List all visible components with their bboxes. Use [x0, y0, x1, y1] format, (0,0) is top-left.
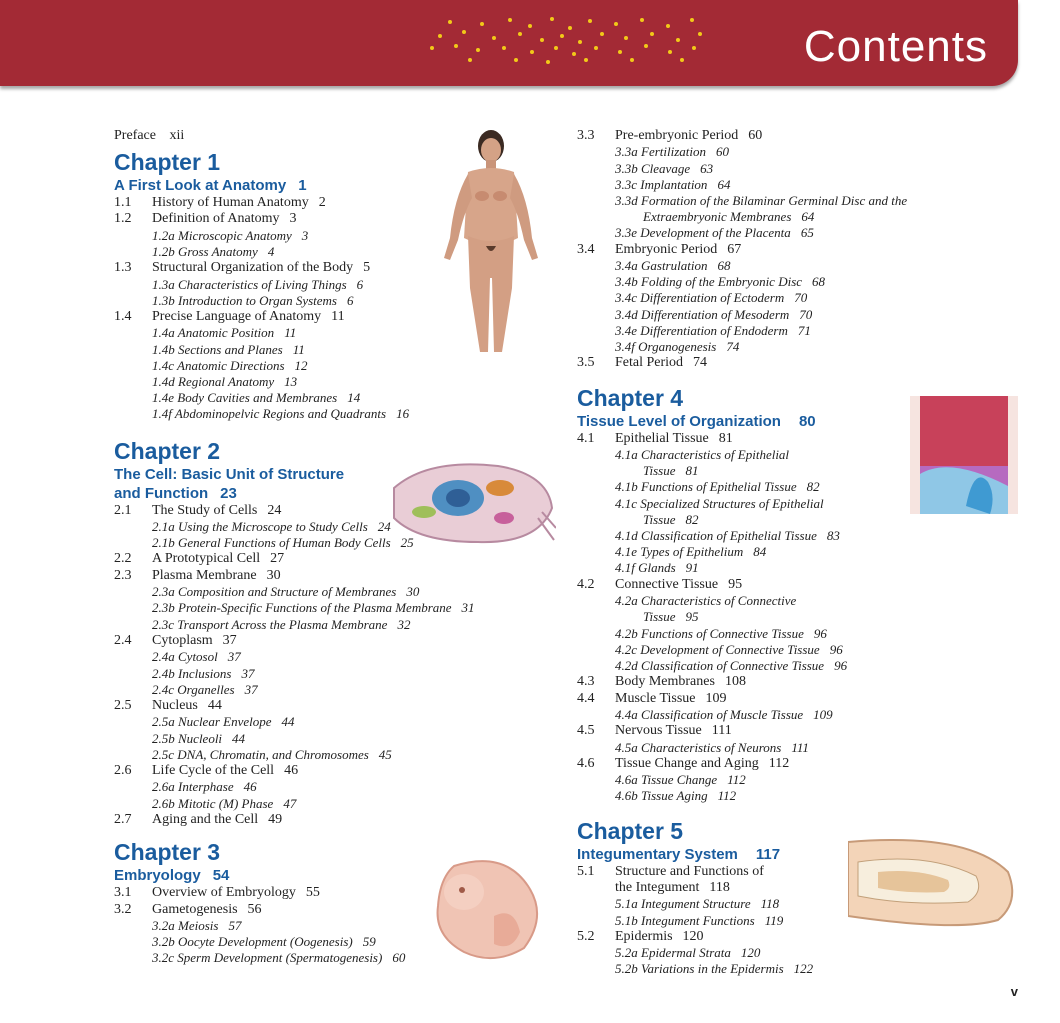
- section-title: History of Human Anatomy: [152, 195, 309, 210]
- toc-subsection-entry[interactable]: [577, 945, 1027, 961]
- section-page: 60: [748, 128, 763, 143]
- section-title: Embryonic Period: [615, 241, 718, 257]
- section-page: 27: [270, 551, 285, 567]
- section-title: Connective Tissue: [615, 576, 719, 592]
- subsection-page: 65: [800, 225, 814, 241]
- subsection-page: 95: [685, 609, 699, 625]
- page-title: Contents: [803, 22, 988, 71]
- section-title: Life Cycle of the Cell: [152, 762, 275, 778]
- section-title: Overview of Embryology: [152, 885, 296, 901]
- section-title: Structure and Functions of: [615, 863, 764, 879]
- subsection-page: 64: [801, 209, 815, 225]
- cell-illustration: [388, 458, 556, 546]
- toc-subsection-entry[interactable]: [577, 772, 1027, 788]
- human-figure-illustration: [432, 128, 550, 356]
- subsection-page: 24: [377, 519, 391, 535]
- subsection-title: 1.4a Anatomic Position: [152, 325, 275, 341]
- subsection-title: 4.4a Classification of Muscle Tissue: [615, 706, 804, 722]
- section-title: Muscle Tissue: [615, 690, 696, 706]
- section-title: Gametogenesis: [152, 901, 238, 917]
- section-page: 55: [305, 885, 320, 901]
- toc-subsection-entry[interactable]: [577, 560, 1027, 576]
- section-number: 1.1: [114, 195, 132, 210]
- section-title: Aging and the Cell: [152, 811, 259, 827]
- section-title: Precise Language of Anatomy: [152, 309, 322, 325]
- subsection-title: 2.4a Cytosol: [152, 649, 218, 665]
- subsection-title: 1.2a Microscopic Anatomy: [152, 227, 292, 243]
- subsection-title: 3.3e Development of the Placenta: [615, 225, 791, 241]
- section-page: 120: [682, 928, 704, 944]
- toc-subsection-entry[interactable]: [114, 584, 554, 600]
- toc-subsection-entry[interactable]: [577, 593, 1027, 609]
- subsection-page: 112: [727, 772, 746, 788]
- section-page: 3: [289, 211, 297, 227]
- toc-subsection-entry[interactable]: [577, 193, 1027, 209]
- toc-section-entry[interactable]: [577, 577, 1027, 593]
- subsection-title-continued: Tissue: [643, 609, 676, 625]
- subsection-title: 4.2a Characteristics of Connective: [615, 593, 797, 609]
- section-page: 30: [266, 567, 281, 583]
- subsection-title: 3.4c Differentiation of Ectoderm: [615, 290, 785, 306]
- subsection-title: 1.2b Gross Anatomy: [152, 244, 258, 260]
- toc-subsection-entry[interactable]: [577, 642, 1027, 658]
- toc-subsection-entry[interactable]: [577, 274, 1027, 290]
- section-title: The Study of Cells: [152, 502, 258, 518]
- section-page: 74: [693, 355, 708, 371]
- toc-section-entry[interactable]: [577, 128, 1027, 144]
- chapter-subtitle[interactable]: Tissue Level of Organization 80: [577, 412, 816, 430]
- subsection-page: 122: [793, 961, 814, 977]
- section-page: 5: [363, 260, 371, 276]
- chapter-heading: Chapter 3: [114, 839, 221, 866]
- section-number: 5.1: [577, 863, 595, 879]
- section-page: 49: [268, 811, 283, 827]
- subsection-title: 3.3d Formation of the Bilaminar Germinal Disc and the: [615, 193, 908, 209]
- subsection-page: 4: [267, 244, 275, 260]
- section-number: 1.2: [114, 211, 132, 227]
- subsection-title: 2.4c Organelles: [152, 681, 235, 697]
- subsection-title: 4.6b Tissue Aging: [615, 788, 708, 804]
- subsection-page: 46: [243, 779, 257, 795]
- subsection-title: 2.5b Nucleoli: [152, 730, 223, 746]
- subsection-title: 1.4f Abdominopelvic Regions and Quadrants: [152, 406, 387, 422]
- toc-subsection-entry[interactable]: [114, 390, 554, 406]
- subsection-page: 70: [799, 306, 813, 322]
- toc-subsection-entry[interactable]: [114, 374, 554, 390]
- subsection-title: 2.5a Nuclear Envelope: [152, 714, 272, 730]
- subsection-title: 3.3c Implantation: [615, 176, 708, 192]
- subsection-title: 2.3c Transport Across the Plasma Membrane: [152, 616, 388, 632]
- subsection-title: 2.1b General Functions of Human Body Cells: [152, 535, 391, 551]
- section-title: Nervous Tissue: [615, 723, 702, 739]
- subsection-page: 118: [760, 896, 780, 912]
- section-page: 2: [318, 195, 326, 210]
- subsection-page: 16: [396, 406, 410, 422]
- toc-subsection-entry-continued[interactable]: [577, 512, 1027, 528]
- preface-label: Preface: [114, 128, 156, 143]
- subsection-title: 4.5a Characteristics of Neurons: [615, 739, 782, 755]
- subsection-title: 3.3b Cleavage: [615, 160, 691, 176]
- subsection-title: 1.4b Sections and Planes: [152, 341, 283, 357]
- subsection-page: 82: [685, 511, 699, 527]
- subsection-page: 6: [347, 292, 354, 308]
- section-page: 111: [711, 723, 732, 739]
- subsection-page: 70: [794, 290, 808, 306]
- section-page: 118: [709, 879, 730, 895]
- subsection-page: 13: [284, 374, 298, 390]
- subsection-title-continued: Tissue: [643, 511, 676, 527]
- section-title: Pre-embryonic Period: [615, 128, 739, 143]
- toc-subsection-entry[interactable]: [114, 649, 554, 665]
- section-number: 4.1: [577, 430, 595, 446]
- toc-subsection-entry[interactable]: [114, 731, 554, 747]
- toc-subsection-entry[interactable]: [577, 339, 1027, 355]
- toc-subsection-entry[interactable]: [114, 666, 554, 682]
- subsection-page: 119: [764, 912, 784, 928]
- toc-section-entry[interactable]: [114, 633, 554, 649]
- subsection-page: 45: [378, 746, 392, 762]
- page-number: v: [1010, 984, 1018, 999]
- toc-section-entry[interactable]: [577, 242, 1027, 258]
- finger-illustration: [848, 832, 1018, 932]
- toc-subsection-entry[interactable]: [114, 682, 554, 698]
- section-number: 2.7: [114, 811, 132, 827]
- section-page: 44: [207, 697, 222, 713]
- section-number: 4.4: [577, 690, 595, 706]
- subsection-page: 83: [826, 528, 840, 544]
- subsection-title: 4.2c Development of Connective Tissue: [615, 641, 820, 657]
- subsection-page: 60: [716, 144, 729, 160]
- subsection-title: 5.1b Integument Functions: [615, 912, 755, 928]
- chapter-subtitle[interactable]: The Cell: Basic Unit of Structure and Function 23: [114, 465, 345, 502]
- toc-subsection-entry[interactable]: [577, 626, 1027, 642]
- section-title: Plasma Membrane: [152, 567, 257, 583]
- subsection-page: 96: [829, 641, 843, 657]
- subsection-title: 1.4e Body Cavities and Membranes: [152, 390, 338, 406]
- subsection-title: 1.4c Anatomic Directions: [152, 357, 285, 373]
- toc-subsection-entry-continued[interactable]: [577, 209, 1027, 225]
- chapter-heading: Chapter 1: [114, 149, 221, 175]
- subsection-title: 1.3b Introduction to Organ Systems: [152, 292, 337, 308]
- section-page: 95: [728, 576, 743, 592]
- section-number: 4.6: [577, 755, 595, 771]
- subsection-page: 120: [740, 945, 761, 961]
- subsection-title: 1.3a Characteristics of Living Things: [152, 276, 347, 292]
- subsection-page: 68: [717, 258, 731, 274]
- section-page: 37: [222, 632, 237, 648]
- subsection-page: 37: [241, 665, 255, 681]
- toc-subsection-entry[interactable]: [114, 796, 554, 812]
- subsection-title: 2.3b Protein-Specific Functions of the Plasma Membrane: [152, 600, 452, 616]
- chapter-2-sections: [114, 503, 554, 828]
- subsection-page: 37: [244, 681, 258, 697]
- toc-subsection-entry[interactable]: [577, 225, 1027, 241]
- subsection-title: 3.3a Fertilization: [615, 144, 706, 160]
- toc-subsection-entry[interactable]: [577, 788, 1027, 804]
- subsection-title: 2.5c DNA, Chromatin, and Chromosomes: [152, 746, 369, 762]
- section-number: 2.6: [114, 762, 132, 778]
- subsection-page: 14: [347, 390, 361, 406]
- section-number: 3.4: [577, 241, 595, 257]
- toc-subsection-entry[interactable]: [577, 961, 1027, 977]
- toc-section-entry[interactable]: [577, 691, 1027, 707]
- subsection-title: 3.2b Oocyte Development (Oogenesis): [152, 934, 353, 950]
- decorative-dots: [420, 14, 710, 66]
- toc-subsection-entry[interactable]: [114, 600, 554, 616]
- toc-subsection-entry[interactable]: [577, 290, 1027, 306]
- section-page: 109: [705, 690, 727, 706]
- section-page: 67: [727, 241, 742, 257]
- section-title: Definition of Anatomy: [152, 211, 280, 227]
- subsection-page: 11: [284, 325, 297, 341]
- subsection-title: 3.4f Organogenesis: [615, 339, 717, 355]
- subsection-title-continued: Extraembryonic Membranes: [643, 209, 792, 225]
- subsection-title: 5.2b Variations in the Epidermis: [615, 961, 784, 977]
- subsection-title: 4.2b Functions of Connective Tissue: [615, 625, 804, 641]
- toc-section-entry[interactable]: [114, 812, 554, 828]
- subsection-title: 4.1c Specialized Structures of Epithelial: [615, 495, 824, 511]
- section-number: 4.2: [577, 576, 595, 592]
- section-title: Cytoplasm: [152, 632, 213, 648]
- subsection-page: 64: [717, 176, 731, 192]
- section-number: 3.2: [114, 901, 132, 917]
- subsection-title: 4.2d Classification of Connective Tissue: [615, 657, 825, 673]
- toc-subsection-entry[interactable]: [577, 528, 1027, 544]
- section-title: Fetal Period: [615, 355, 684, 371]
- toc-subsection-entry[interactable]: [577, 707, 1027, 723]
- toc-section-entry[interactable]: [114, 551, 554, 567]
- toc-section-entry[interactable]: [577, 355, 1027, 371]
- chapter-heading: Chapter 5: [577, 817, 684, 844]
- subsection-title: 1.4d Regional Anatomy: [152, 374, 275, 390]
- subsection-title: 3.2c Sperm Development (Spermatogenesis): [152, 950, 383, 966]
- section-title: Epidermis: [615, 928, 673, 944]
- subsection-page: 111: [791, 739, 809, 755]
- subsection-page: 81: [685, 463, 699, 479]
- subsection-title: 5.2a Epidermal Strata: [615, 945, 731, 961]
- subsection-page: 31: [461, 600, 475, 616]
- section-title: A Prototypical Cell: [152, 551, 261, 567]
- subsection-page: 71: [797, 322, 811, 338]
- subsection-page: 57: [228, 917, 242, 933]
- subsection-title-continued: Tissue: [643, 463, 676, 479]
- toc-subsection-entry[interactable]: [577, 258, 1027, 274]
- subsection-page: 63: [700, 160, 714, 176]
- chapter-3-sections-continued: [577, 128, 1027, 372]
- section-page: 56: [247, 901, 262, 917]
- section-number: 4.3: [577, 674, 595, 690]
- section-page: 81: [718, 430, 733, 446]
- toc-section-entry[interactable]: [114, 763, 554, 779]
- subsection-title: 3.4e Differentiation of Endoderm: [615, 322, 788, 338]
- subsection-page: 44: [281, 714, 295, 730]
- subsection-page: 3: [301, 227, 309, 243]
- section-number: 2.4: [114, 632, 132, 648]
- subsection-page: 74: [726, 339, 740, 355]
- subsection-title: 2.1a Using the Microscope to Study Cells: [152, 519, 368, 535]
- subsection-title: 4.1d Classification of Epithelial Tissue: [615, 528, 817, 544]
- subsection-page: 109: [813, 706, 833, 722]
- subsection-page: 47: [283, 795, 297, 811]
- section-title: Tissue Change and Aging: [615, 755, 759, 771]
- subsection-page: 37: [227, 649, 241, 665]
- toc-subsection-entry[interactable]: [577, 658, 1027, 674]
- toc-subsection-entry[interactable]: [577, 740, 1027, 756]
- section-page: 11: [331, 309, 345, 325]
- toc-subsection-entry-continued[interactable]: [577, 609, 1027, 625]
- section-number: 4.5: [577, 723, 595, 739]
- toc-subsection-entry[interactable]: [577, 177, 1027, 193]
- toc-section-entry[interactable]: [114, 568, 554, 584]
- subsection-page: 96: [834, 657, 848, 673]
- toc-subsection-entry[interactable]: [114, 358, 554, 374]
- subsection-page: 84: [753, 544, 767, 560]
- subsection-page: 25: [400, 535, 414, 551]
- subsection-title: 2.4b Inclusions: [152, 665, 232, 681]
- section-number: 3.5: [577, 355, 595, 371]
- subsection-page: 11: [292, 341, 305, 357]
- section-number: 2.3: [114, 567, 132, 583]
- section-title-continued: the Integument: [615, 879, 700, 895]
- chapter-subtitle[interactable]: Integumentary System 117: [577, 845, 781, 863]
- section-page: 112: [768, 755, 790, 771]
- chapter-heading: Chapter 2: [114, 437, 221, 464]
- subsection-title: 3.4d Differentiation of Mesoderm: [615, 306, 790, 322]
- subsection-page: 32: [397, 616, 411, 632]
- section-title: Epithelial Tissue: [615, 430, 709, 446]
- subsection-page: 96: [813, 625, 827, 641]
- toc-subsection-entry[interactable]: [577, 544, 1027, 560]
- section-title: Body Membranes: [615, 674, 715, 690]
- section-page: 108: [724, 674, 746, 690]
- toc-subsection-entry[interactable]: [114, 406, 554, 422]
- section-title: Structural Organization of the Body: [152, 260, 354, 276]
- subsection-title: 2.6b Mitotic (M) Phase: [152, 795, 274, 811]
- section-number: 2.5: [114, 697, 132, 713]
- toc-subsection-entry[interactable]: [577, 161, 1027, 177]
- subsection-title: 2.3a Composition and Structure of Membranes: [152, 584, 397, 600]
- toc-subsection-entry[interactable]: [577, 144, 1027, 160]
- subsection-page: 60: [392, 950, 406, 966]
- subsection-title: 5.1a Integument Structure: [615, 896, 751, 912]
- toc-subsection-entry[interactable]: [577, 307, 1027, 323]
- subsection-title: 4.1e Types of Epithelium: [615, 544, 744, 560]
- toc-subsection-entry[interactable]: [577, 323, 1027, 339]
- subsection-page: 82: [806, 479, 820, 495]
- section-number: 3.3: [577, 128, 595, 143]
- subsection-title: 3.4b Folding of the Embryonic Disc: [615, 274, 803, 290]
- toc-section-entry[interactable]: [577, 756, 1027, 772]
- section-number: 1.3: [114, 260, 132, 276]
- section-number: 2.2: [114, 551, 132, 567]
- toc-section-entry[interactable]: [577, 723, 1027, 739]
- subsection-page: 112: [717, 788, 737, 804]
- section-page: 24: [267, 502, 282, 518]
- preface-page: xii: [169, 128, 185, 143]
- toc-subsection-entry[interactable]: [114, 779, 554, 795]
- subsection-title: 3.2a Meiosis: [152, 917, 219, 933]
- subsection-title: 4.1a Characteristics of Epithelial: [615, 447, 790, 463]
- section-page: 46: [284, 762, 299, 778]
- section-number: 5.2: [577, 928, 595, 944]
- embryo-illustration: [424, 856, 548, 964]
- subsection-page: 59: [362, 934, 376, 950]
- section-number: 2.1: [114, 502, 132, 518]
- subsection-page: 12: [294, 357, 308, 373]
- header-banner: [0, 0, 1018, 86]
- section-title: Nucleus: [152, 697, 198, 713]
- subsection-title: 4.6a Tissue Change: [615, 772, 718, 788]
- toc-section-entry[interactable]: [577, 674, 1027, 690]
- subsection-title: 4.1f Glands: [615, 560, 676, 576]
- subsection-title: 2.6a Interphase: [152, 779, 234, 795]
- subsection-title: 4.1b Functions of Epithelial Tissue: [615, 479, 797, 495]
- section-number: 1.4: [114, 309, 132, 325]
- subsection-page: 44: [232, 730, 246, 746]
- subsection-page: 91: [685, 560, 699, 576]
- toc-subsection-entry[interactable]: [114, 747, 554, 763]
- section-number: 3.1: [114, 885, 132, 901]
- chapter-heading: Chapter 4: [577, 384, 684, 411]
- toc-section-entry[interactable]: [114, 698, 554, 714]
- subsection-page: 6: [356, 276, 364, 292]
- chapter-subtitle[interactable]: A First Look at Anatomy 1: [114, 177, 307, 194]
- tissue-illustration: [910, 396, 1018, 514]
- subsection-page: 68: [812, 274, 826, 290]
- toc-subsection-entry[interactable]: [114, 714, 554, 730]
- toc-subsection-entry[interactable]: [114, 617, 554, 633]
- subsection-title: 3.4a Gastrulation: [615, 258, 708, 274]
- subsection-page: 30: [406, 584, 420, 600]
- chapter-subtitle[interactable]: Embryology 54: [114, 867, 230, 885]
